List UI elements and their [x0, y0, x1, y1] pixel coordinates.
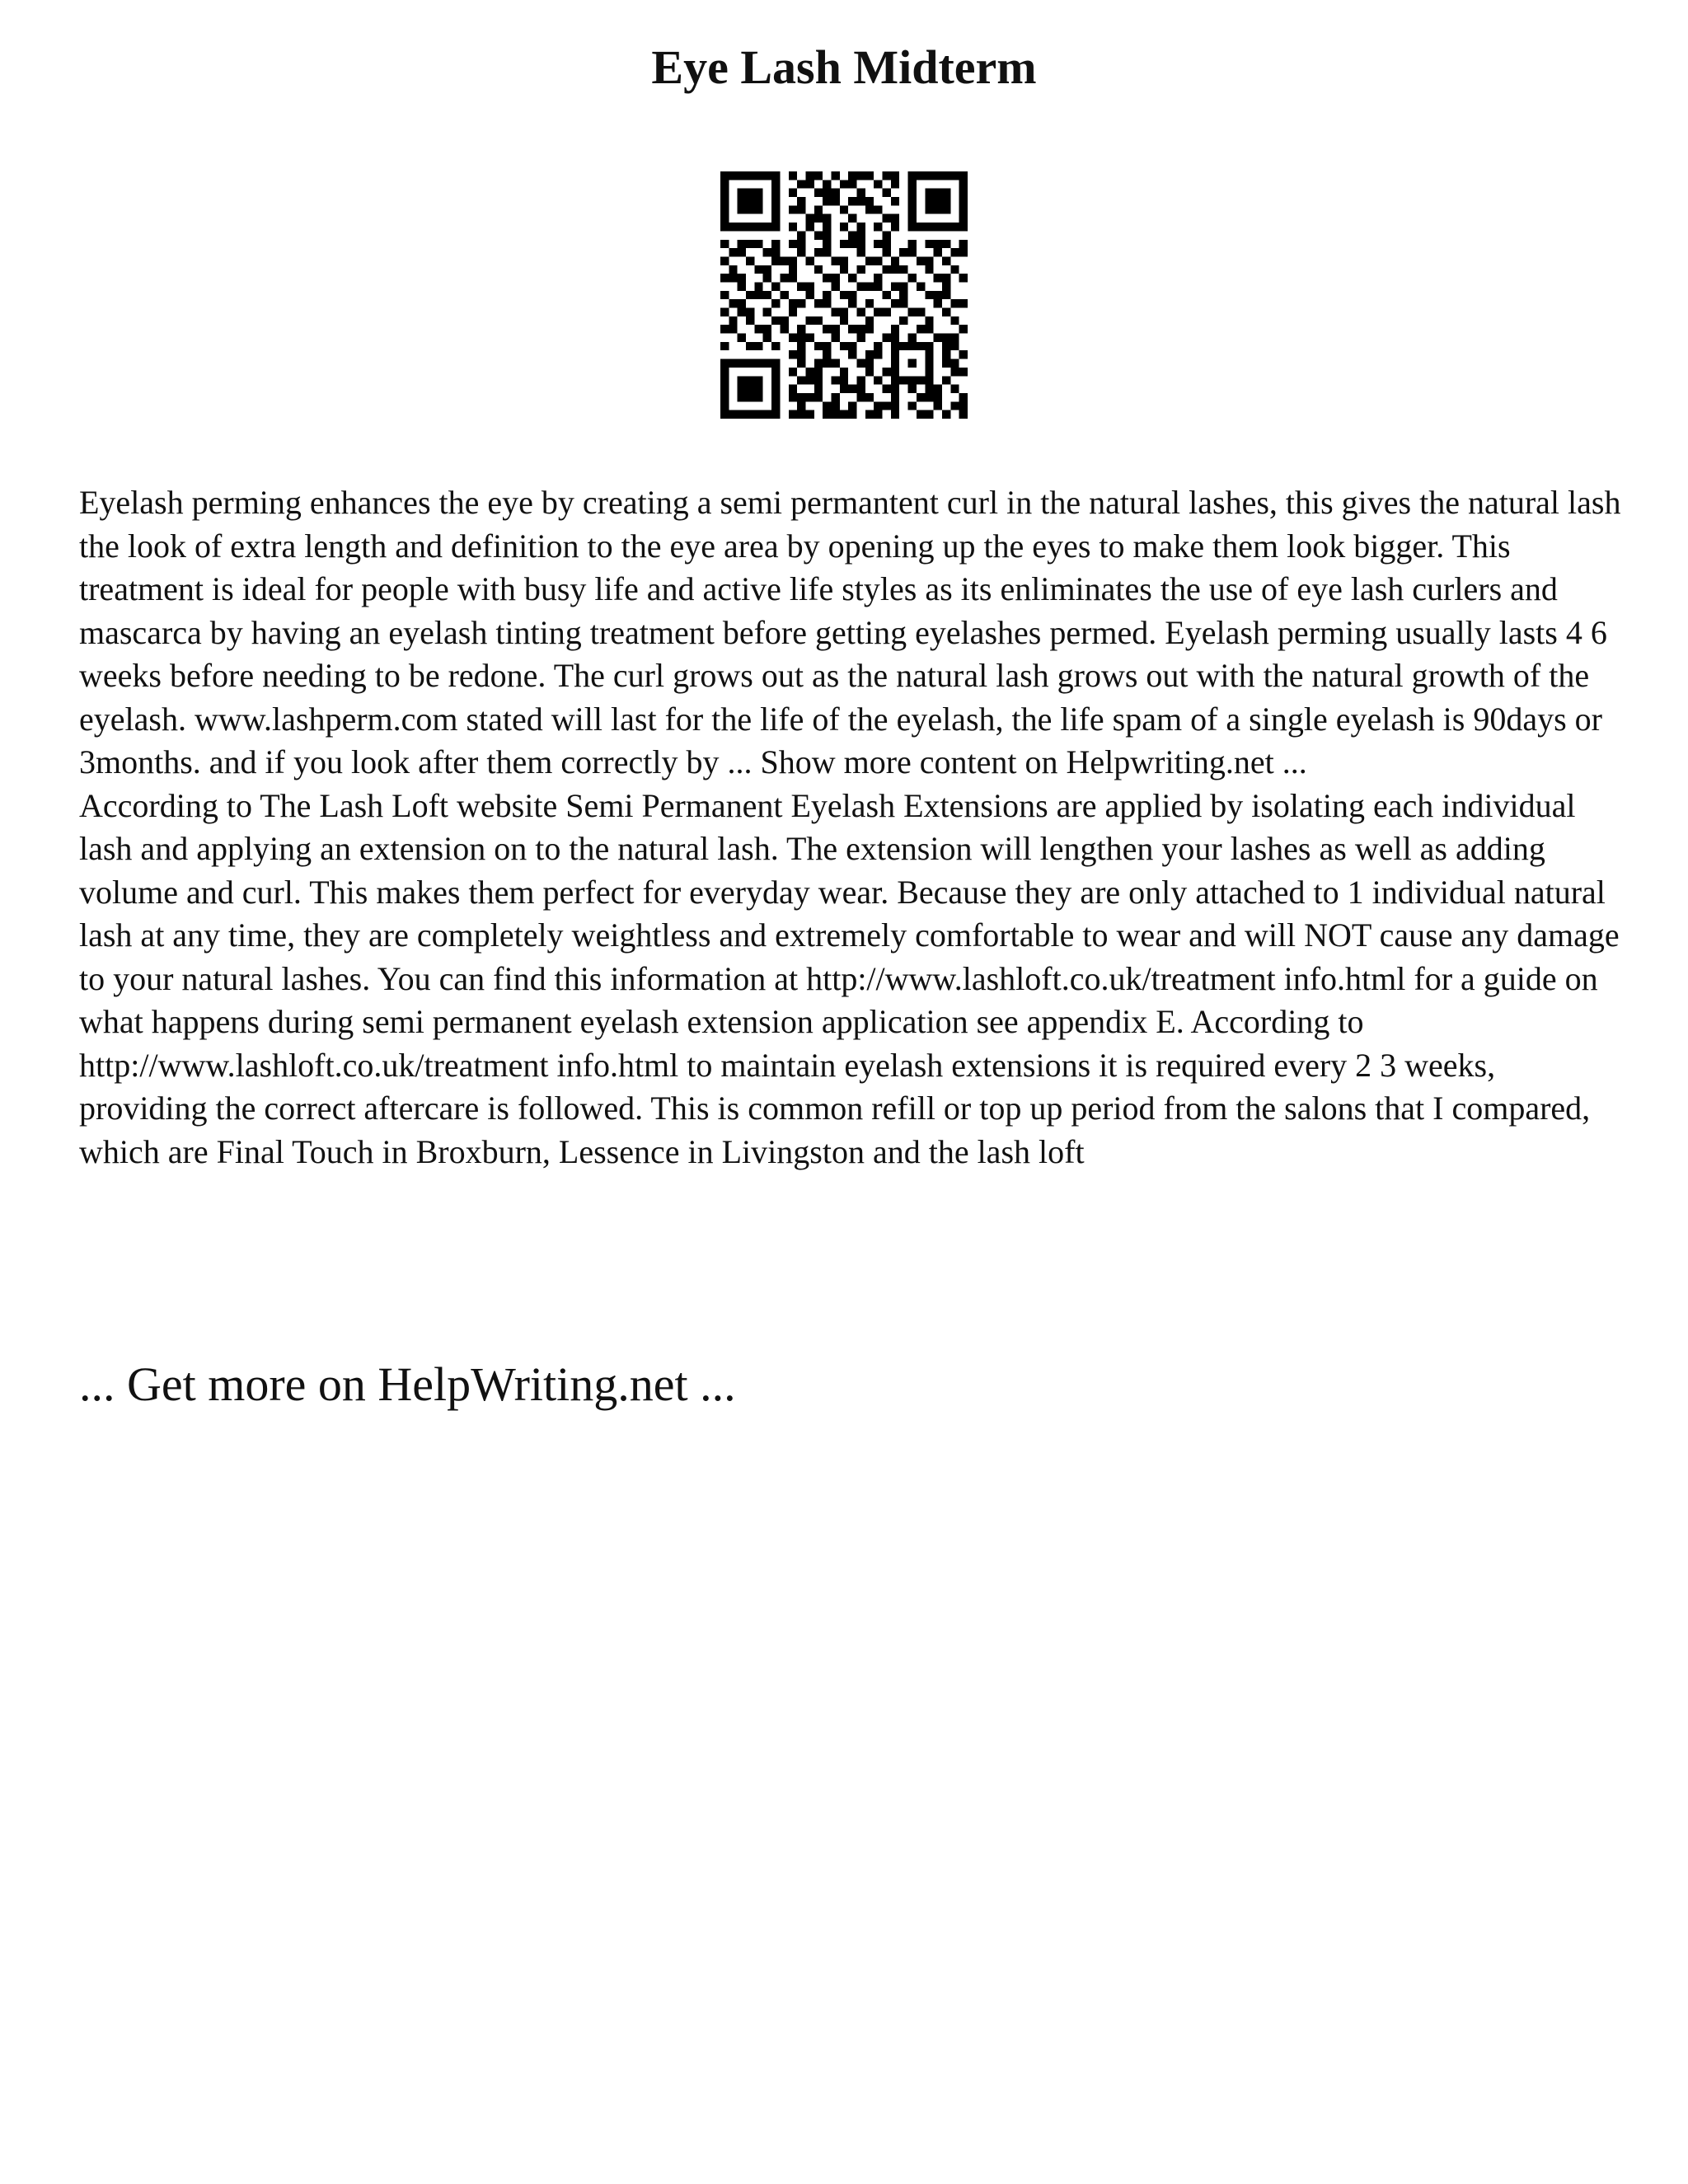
get-more-link[interactable]: ... Get more on HelpWriting.net ...: [79, 1357, 736, 1411]
article-body: [79, 481, 1629, 1174]
paragraph-eyelash-perming: Eyelash perming enhances the eye by creating a semi permantent curl in the natural lashes, this gives the natural lash the look of extra length and definition to the eye area by opening up the eyes to make them look bigger. This treatment is ideal for people with busy life and active life styles as its enliminates the use of eye lash curlers and mascarca by having an eyelash tinting treatment before getting eyelashes permed. Eyelash perming usually lasts 4 6 weeks before needing to be redone. The curl grows out as the natural lash grows out with the natural growth of the eyelash. www.lashperm.com stated will last for the life of the eyelash, the life spam of a single eyelash is 90days or 3months. and if you look after them correctly by ... Show more content on Helpwriting.net ...: [79, 484, 1621, 780]
paragraph-eyelash-extensions: According to The Lash Loft website Semi Permanent Eyelash Extensions are applied by isolating each individual lash and applying an extension on to the natural lash. The extension will lengthen your lashes as well as adding volume and curl. This makes them perfect for everyday wear. Because they are only attached to 1 individual natural lash at any time, they are completely weightless and extremely comfortable to wear and will NOT cause any damage to your natural lashes. You can find this information at http://www.lashloft.co.uk/treatment info.html for a guide on what happens during semi permanent eyelash extension application see appendix E. According to http://www.lashloft.co.uk/treatment info.html to maintain eyelash extensions it is required every 2 3 weeks, providing the correct aftercare is followed. This is common refill or top up period from the salons that I compared, which are Final Touch in Broxburn, Lessence in Livingston and the lash loft: [79, 786, 1620, 1170]
document-title: Eye Lash Midterm: [651, 40, 1037, 94]
qr-code-icon[interactable]: [720, 171, 968, 419]
